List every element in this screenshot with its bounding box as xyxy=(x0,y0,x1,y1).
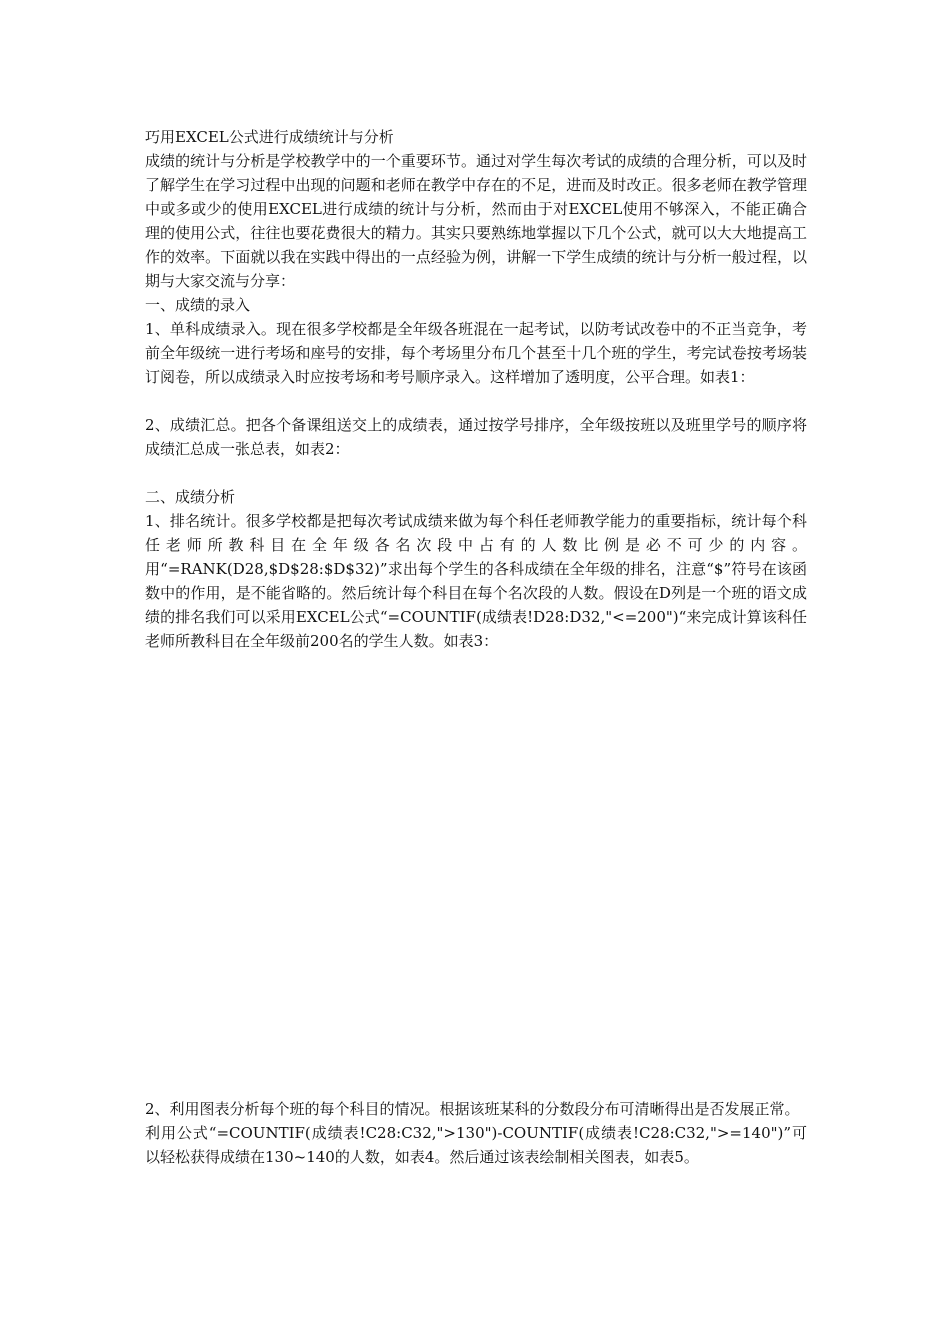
section2-item2-paragraph: 2、利用图表分析每个班的每个科目的情况。根据该班某科的分数段分布可清晰得出是否发展正常。 xyxy=(145,1100,800,1118)
section1-item2-paragraph: 2、成绩汇总。把各个备课组送交上的成绩表，通过按学号排序，全年级按班以及班里学号的顺序将成绩汇总成一张总表，如表2： xyxy=(145,416,807,458)
document-body-lower xyxy=(145,1097,807,1169)
section2-item2-formula-paragraph: 利用公式“=COUNTIF(成绩表!C28:C32,">130")-COUNTIF(成绩表!C28:C32,">=140")”可以轻松获得成绩在130~140的人数，如表4。然后通过该表绘制相关图表，如表5。 xyxy=(145,1124,807,1166)
intro-paragraph: 成绩的统计与分析是学校教学中的一个重要环节。通过对学生每次考试的成绩的合理分析，可以及时了解学生在学习过程中出现的问题和老师在教学中存在的不足，进而及时改正。很多老师在教学管理中或多或少的使用EXCEL进行成绩的统计与分析，然而由于对EXCEL使用不够深入，不能正确合理的使用公式，往往也要花费很大的精力。其实只要熟练地掌握以下几个公式，就可以大大地提高工作的效率。下面就以我在实践中得出的一点经验为例，讲解一下学生成绩的统计与分析一般过程，以期与大家交流与分享： xyxy=(145,152,807,290)
section1-heading: 一、成绩的录入 xyxy=(145,296,251,314)
section2-item1-paragraph: 1、排名统计。很多学校都是把每次考试成绩来做为每个科任老师教学能力的重要指标，统计每个科任老师所教科目在全年级各名次段中占有的人数比例是必不可少的内容。用“=RANK(D28,$D$28:$D$32)”求出每个学生的各科成绩在全年级的排名，注意“$”符号在该函数中的作用，是不能省略的。然后统计每个科目在每个名次段的人数。假设在D列是一个班的语文成绩的排名我们可以采用EXCEL公式“=COUNTIF(成绩表!D28:D32,"<=200")“来完成计算该科任老师所教科目在全年级前200名的学生人数。如表3： xyxy=(145,512,807,650)
document-body-upper xyxy=(145,125,807,653)
section2-heading: 二、成绩分析 xyxy=(145,488,236,506)
blank-line xyxy=(145,389,807,413)
section1-item1-paragraph: 1、单科成绩录入。现在很多学校都是全年级各班混在一起考试，以防考试改卷中的不正当竞争，考前全年级统一进行考场和座号的安排，每个考场里分布几个甚至十几个班的学生，考完试卷按考场装订阅卷，所以成绩录入时应按考场和考号顺序录入。这样增加了透明度，公平合理。如表1： xyxy=(145,320,807,386)
document-title: 巧用EXCEL公式进行成绩统计与分析 xyxy=(145,128,394,146)
blank-line xyxy=(145,461,807,485)
